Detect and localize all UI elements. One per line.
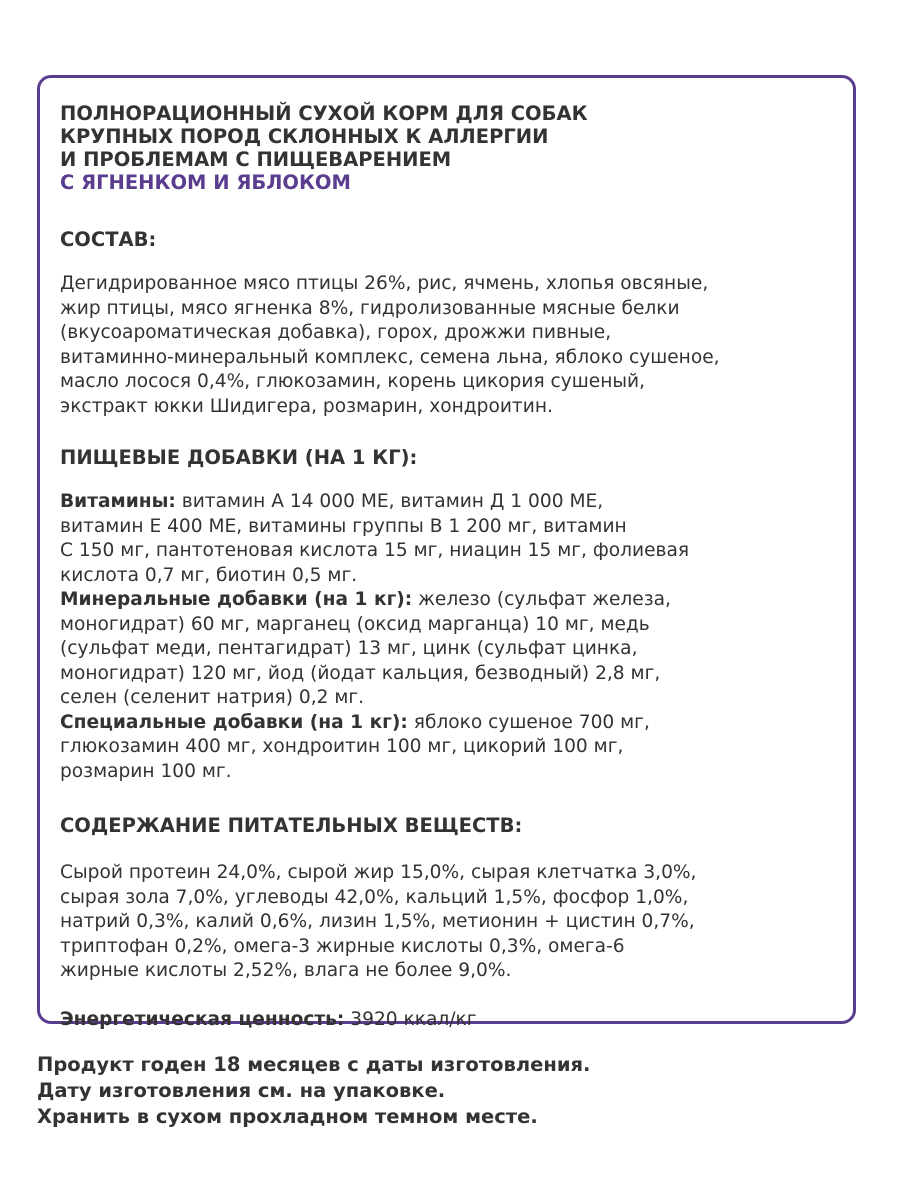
storage-note	[37, 1052, 857, 1130]
special-label: Специальные добавки (на 1 кг):	[60, 711, 408, 733]
energy-text: 3920 ккал/кг	[344, 1008, 477, 1030]
title-accent-line: С ЯГНЕНКОМ И ЯБЛОКОМ	[60, 171, 351, 194]
energy-line	[60, 1008, 833, 1033]
nutrients-line: натрий 0,3%, калий 0,6%, лизин 1,5%, метионин + цистин 0,7%,	[60, 911, 695, 932]
additives-heading: ПИЩЕВЫЕ ДОБАВКИ (НА 1 КГ):	[60, 446, 418, 469]
composition-heading: СОСТАВ:	[60, 228, 157, 251]
minerals-line: (сульфат меди, пентагидрат) 13 мг, цинк (сульфат цинка,	[60, 638, 638, 659]
additives-block	[60, 490, 833, 784]
nutrients-heading: СОДЕРЖАНИЕ ПИТАТЕЛЬНЫХ ВЕЩЕСТВ:	[60, 814, 523, 837]
vitamins-line: витамин Е 400 МЕ, витамины группы В 1 200 мг, витамин	[60, 515, 627, 537]
vitamins-line: С 150 мг, пантотеновая кислота 15 мг, ниацин 15 мг, фолиевая	[60, 540, 690, 561]
nutrients-line: сырая зола 7,0%, углеводы 42,0%, кальций 1,5%, фосфор 1,0%,	[60, 886, 689, 908]
minerals-line: моногидрат) 60 мг, марганец (оксид марганца) 10 мг, медь	[60, 613, 650, 635]
title-line: КРУПНЫХ ПОРОД СКЛОННЫХ К АЛЛЕРГИИ	[60, 125, 549, 148]
vitamins-line: кислота 0,7 мг, биотин 0,5 мг.	[60, 564, 358, 586]
minerals-line: селен (селенит натрия) 0,2 мг.	[60, 687, 365, 708]
special-first-line	[60, 711, 833, 736]
footer-line: Хранить в сухом прохладном темном месте.	[37, 1105, 538, 1128]
energy-value	[60, 1008, 833, 1033]
minerals-first-line	[60, 588, 833, 613]
title-line: И ПРОБЛЕМАМ С ПИЩЕВАРЕНИЕМ	[60, 148, 452, 171]
nutrients-line: жирные кислоты 2,52%, влага не более 9,0%.	[60, 960, 512, 981]
energy-label: Энергетическая ценность:	[60, 1008, 345, 1030]
nutrients-text	[60, 861, 833, 984]
vitamins-first-text: витамин А 14 000 МЕ, витамин Д 1 000 МЕ,	[175, 491, 604, 512]
composition-line: жир птицы, мясо ягненка 8%, гидролизованные мясные белки	[60, 297, 680, 319]
info-card	[37, 75, 856, 1030]
footer-line: Продукт годен 18 месяцев с даты изготовления.	[37, 1053, 591, 1076]
composition-line: масло лосося 0,4%, глюкозамин, корень цикория сушеный,	[60, 371, 646, 392]
vitamins-label: Витамины:	[60, 491, 176, 512]
composition-line: экстракт юкки Шидигера, розмарин, хондроитин.	[60, 395, 553, 417]
title-line: ПОЛНОРАЦИОННЫЙ СУХОЙ КОРМ ДЛЯ СОБАК	[60, 102, 588, 125]
minerals-label: Минеральные добавки (на 1 кг):	[60, 589, 413, 610]
product-title	[60, 102, 833, 194]
minerals-first-text: железо (сульфат железа,	[412, 589, 671, 610]
vitamins-first-line	[60, 490, 833, 515]
special-line: глюкозамин 400 мг, хондроитин 100 мг, цикорий 100 мг,	[60, 736, 624, 757]
composition-line: Дегидрированное мясо птицы 26%, рис, ячмень, хлопья овсяные,	[60, 273, 709, 294]
nutrients-line: триптофан 0,2%, омега-3 жирные кислоты 0,3%, омега-6	[60, 935, 625, 957]
nutrients-line: Сырой протеин 24,0%, сырой жир 15,0%, сырая клетчатка 3,0%,	[60, 862, 697, 883]
footer-line: Дату изготовления см. на упаковке.	[37, 1079, 446, 1102]
special-first-text: яблоко сушеное 700 мг,	[407, 711, 650, 733]
special-line: розмарин 100 мг.	[60, 760, 232, 782]
composition-line: витаминно-минеральный комплекс, семена льна, яблоко сушеное,	[60, 346, 720, 368]
composition-line: (вкусоароматическая добавка), горох, дрожжи пивные,	[60, 322, 612, 343]
composition-text	[60, 272, 833, 419]
minerals-line: моногидрат) 120 мг, йод (йодат кальция, безводный) 2,8 мг,	[60, 662, 661, 684]
